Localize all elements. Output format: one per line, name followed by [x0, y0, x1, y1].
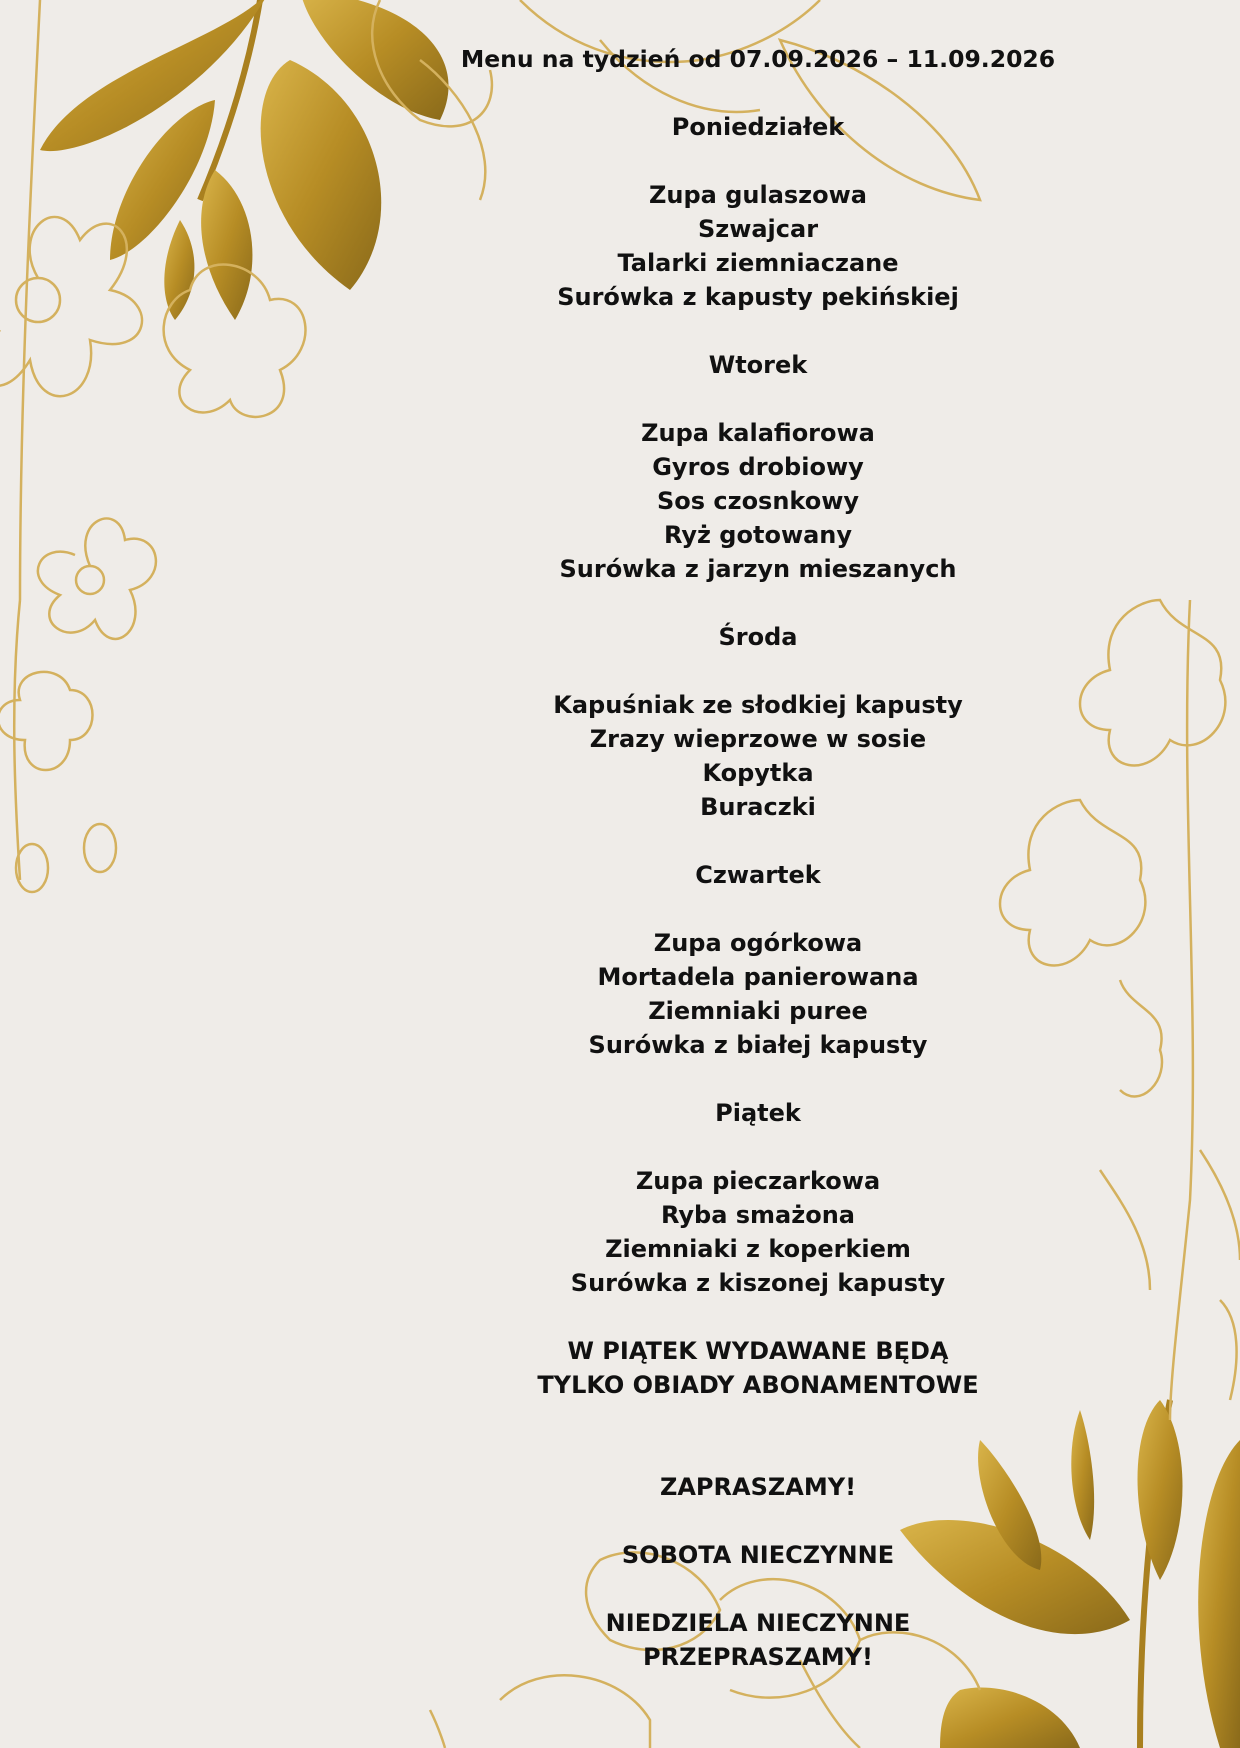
apology-text: PRZEPRASZAMY! — [643, 1643, 873, 1671]
day-heading: Środa — [718, 623, 798, 651]
day-heading: Poniedziałek — [671, 113, 845, 141]
dish-item: Surówka z kapusty pekińskiej — [557, 283, 959, 311]
sunday-closed: NIEDZIELA NIECZYNNE — [605, 1609, 911, 1637]
dish-item: Zupa kalafiorowa — [641, 419, 875, 447]
dish-item: Kopytka — [702, 759, 814, 787]
dish-item: Ryż gotowany — [663, 521, 853, 549]
menu-title: Menu na tydzień od 07.09.2026 – 11.09.2026 — [460, 45, 1056, 73]
dish-item: Surówka z kiszonej kapusty — [570, 1269, 946, 1297]
notice-line: W PIĄTEK WYDAWANE BĘDĄ — [567, 1337, 949, 1365]
day-section-wednesday — [458, 620, 1058, 824]
day-section-friday — [458, 1096, 1058, 1300]
dish-item: Talarki ziemniaczane — [617, 249, 899, 277]
dish-item: Zupa gulaszowa — [648, 181, 867, 209]
dish-item: Ziemniaki z koperkiem — [605, 1235, 911, 1263]
dish-item: Gyros drobiowy — [652, 453, 864, 481]
dish-item: Zupa ogórkowa — [653, 929, 863, 957]
dish-item: Ziemniaki puree — [648, 997, 868, 1025]
dish-item: Sos czosnkowy — [656, 487, 860, 515]
dish-item: Szwajcar — [697, 215, 819, 243]
dish-item: Zupa pieczarkowa — [635, 1167, 881, 1195]
leaf-cluster-top-left — [40, 0, 449, 320]
dish-item: Kapuśniak ze słodkiej kapusty — [553, 691, 963, 719]
notice-line: TYLKO OBIADY ABONAMENTOWE — [537, 1371, 979, 1399]
saturday-closed: SOBOTA NIECZYNNE — [621, 1541, 895, 1569]
day-heading: Piątek — [715, 1099, 801, 1127]
dish-item: Buraczki — [700, 793, 816, 821]
day-heading: Czwartek — [695, 861, 821, 889]
dish-item: Surówka z białej kapusty — [588, 1031, 928, 1059]
day-section-tuesday — [458, 348, 1058, 586]
day-section-monday — [458, 110, 1058, 314]
dish-item: Surówka z jarzyn mieszanych — [559, 555, 957, 583]
invite-text: ZAPRASZAMY! — [659, 1473, 857, 1501]
day-heading: Wtorek — [708, 351, 808, 379]
weekly-menu — [458, 42, 1058, 1674]
dish-item: Mortadela panierowana — [597, 963, 919, 991]
dish-item: Zrazy wieprzowe w sosie — [589, 725, 927, 753]
day-section-thursday — [458, 858, 1058, 1062]
friday-notice — [458, 1334, 1058, 1402]
dish-item: Ryba smażona — [660, 1201, 855, 1229]
